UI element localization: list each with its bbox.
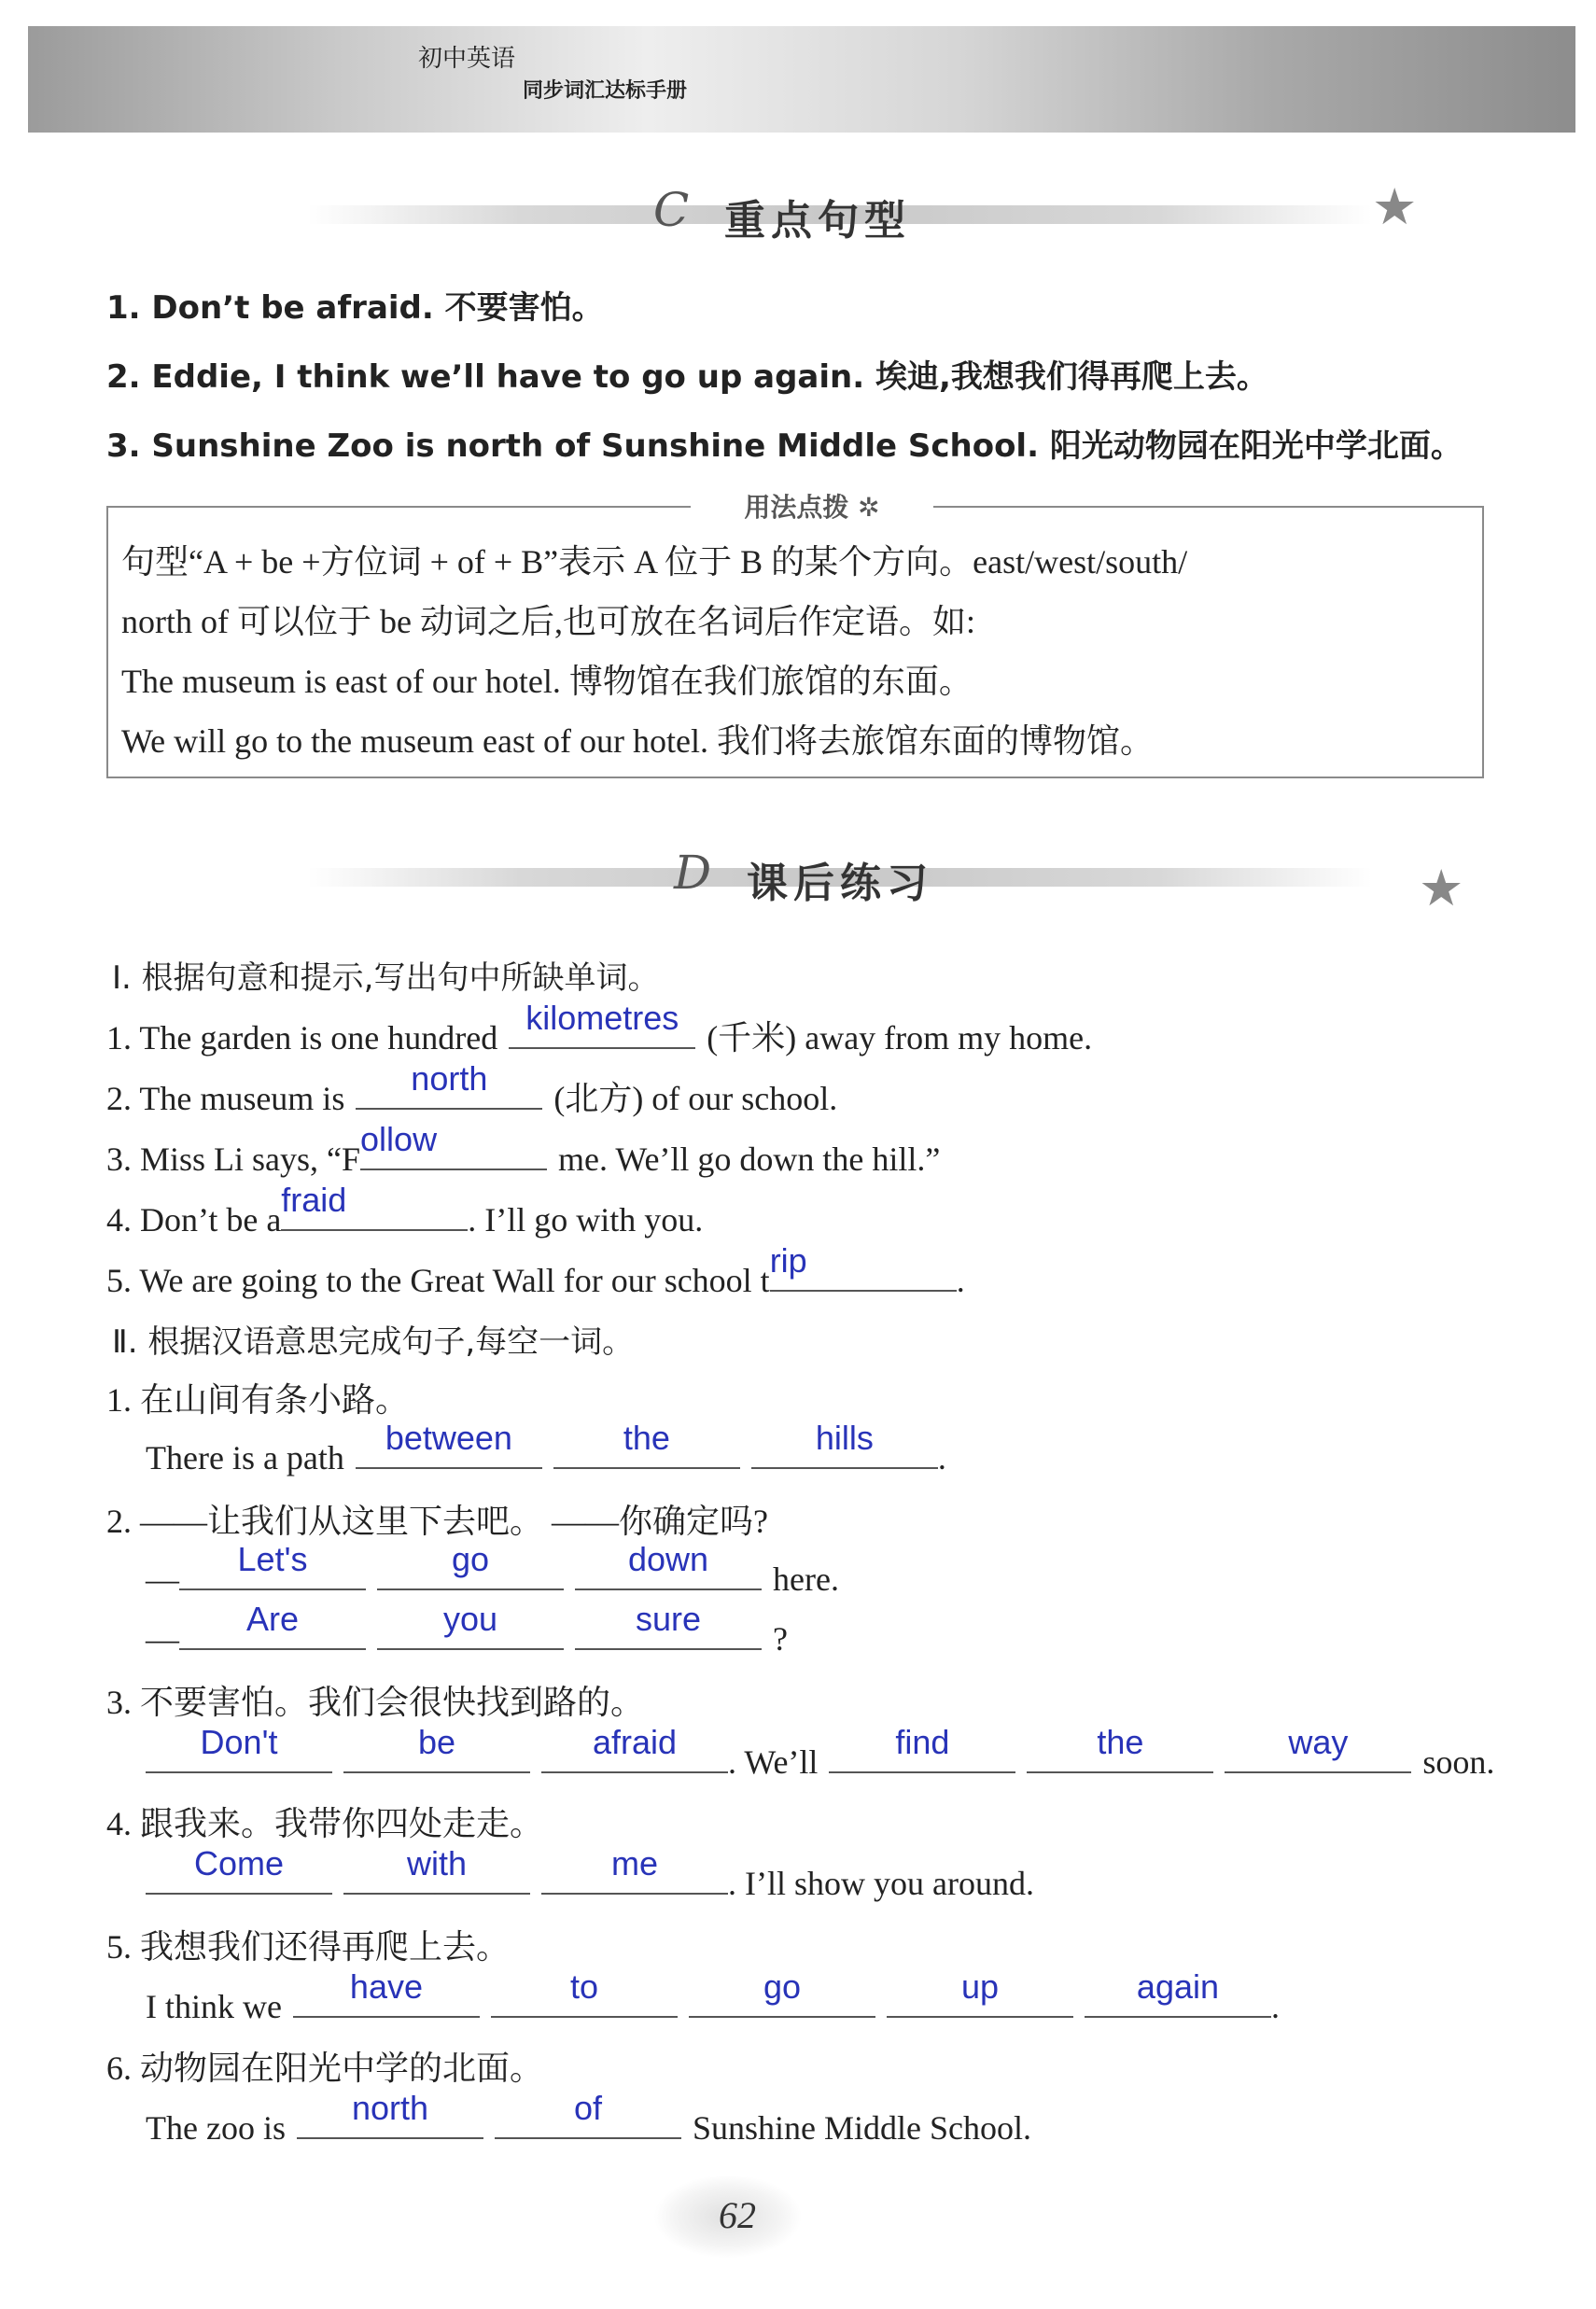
- answer-blank[interactable]: you: [377, 1609, 564, 1650]
- answer-blank[interactable]: again: [1085, 1977, 1271, 2018]
- header-book-title: 同步词汇达标手册: [523, 79, 688, 103]
- answer-blank[interactable]: Don't: [146, 1732, 332, 1773]
- answer-blank[interactable]: Let's: [179, 1549, 366, 1590]
- tip-line-3: The museum is east of our hotel. 博物馆在我们旅馆的东面。: [121, 663, 973, 700]
- part1-q3: 3. Miss Li says, “F ollow me. We’ll go down the hill.”: [106, 1120, 941, 1178]
- answer-blank[interactable]: be: [343, 1732, 530, 1773]
- section-c-letter: C: [653, 183, 690, 237]
- answer-blank[interactable]: ollow: [360, 1129, 547, 1170]
- answer-blank[interactable]: find: [829, 1732, 1015, 1773]
- answer-blank[interactable]: go: [689, 1977, 875, 2018]
- answer-blank[interactable]: up: [887, 1977, 1073, 2018]
- key-sentence-3: 3. Sunshine Zoo is north of Sunshine Middle School. 阳光动物园在阳光中学北面。: [106, 427, 1463, 465]
- part2-q2-chinese: 2. ——让我们从这里下去吧。 ——你确定吗?: [106, 1503, 768, 1540]
- part1-q5: 5. We are going to the Great Wall for our school t rip .: [106, 1241, 965, 1299]
- part2-q4-answer-line: Come with me . I’ll show you around.: [146, 1854, 1034, 1903]
- header-subject: 初中英语: [418, 45, 516, 73]
- key-sentence-2: 2. Eddie, I think we’ll have to go up again. 埃迪,我想我们得再爬上去。: [106, 358, 1268, 396]
- tip-line-2: north of 可以位于 be 动词之后,也可放在名词后作定语。如:: [121, 603, 975, 640]
- section-d-letter: D: [674, 846, 712, 900]
- section-c-title: 重点句型: [724, 197, 911, 245]
- part2-q6-answer-line: The zoo is north of Sunshine Middle School.: [146, 2089, 1031, 2147]
- answer-blank[interactable]: way: [1225, 1732, 1411, 1773]
- answer-blank[interactable]: Come: [146, 1854, 332, 1895]
- answer-blank[interactable]: between: [356, 1428, 542, 1469]
- answer-blank[interactable]: the: [1027, 1732, 1213, 1773]
- usage-tip-tag: 用法点拨 ✲: [691, 487, 933, 525]
- star-icon: ★: [1372, 179, 1418, 235]
- header-banner: [28, 26, 1575, 133]
- tip-line-4: We will go to the museum east of our hotel. 我们将去旅馆东面的博物馆。: [121, 722, 1154, 760]
- part2-heading: Ⅱ. 根据汉语意思完成句子,每空一词。: [112, 1323, 635, 1361]
- answer-blank[interactable]: me: [541, 1854, 728, 1895]
- tip-line-1: 句型“A + be +方位词 + of + B”表示 A 位于 B 的某个方向。east/west/south/: [121, 543, 1188, 581]
- part2-q3-answer-line: Don't be afraid . We’ll find the way soon.: [146, 1732, 1494, 1782]
- answer-blank[interactable]: north: [356, 1069, 542, 1110]
- star-icon: ★: [1419, 861, 1464, 917]
- answer-blank[interactable]: kilometres: [509, 1008, 695, 1049]
- part2-q2-line-1: — Let's go down here.: [146, 1540, 839, 1598]
- part2-q2-line-2: — Are you sure ?: [146, 1600, 788, 1658]
- key-sentence-1: 1. Don’t be afraid. 不要害怕。: [106, 289, 604, 327]
- page-number: 62: [719, 2194, 756, 2236]
- part2-q1-chinese: 1. 在山间有条小路。: [106, 1381, 410, 1419]
- part2-q5-answer-line: I think we have to go up again .: [146, 1967, 1280, 2025]
- part1-q2: 2. The museum is north (北方) of our school.: [106, 1059, 838, 1117]
- part2-q3-chinese: 3. 不要害怕。我们会很快找到路的。: [106, 1684, 645, 1721]
- answer-blank[interactable]: fraid: [281, 1190, 468, 1231]
- answer-blank[interactable]: have: [293, 1977, 480, 2018]
- part2-q1-answer-line: There is a path between the hills .: [146, 1419, 946, 1476]
- part2-q6-chinese: 6. 动物园在阳光中学的北面。: [106, 2050, 544, 2087]
- answer-blank[interactable]: go: [377, 1549, 564, 1590]
- answer-blank[interactable]: to: [491, 1977, 678, 2018]
- answer-blank[interactable]: afraid: [541, 1732, 728, 1773]
- answer-blank[interactable]: down: [575, 1549, 762, 1590]
- answer-blank[interactable]: rip: [770, 1251, 957, 1292]
- answer-blank[interactable]: with: [343, 1854, 530, 1895]
- answer-blank[interactable]: Are: [179, 1609, 366, 1650]
- part2-q5-chinese: 5. 我想我们还得再爬上去。: [106, 1928, 511, 1966]
- answer-blank[interactable]: north: [297, 2098, 483, 2139]
- answer-blank[interactable]: of: [495, 2098, 681, 2139]
- part2-q4-chinese: 4. 跟我来。我带你四处走走。: [106, 1805, 544, 1842]
- answer-blank[interactable]: hills: [751, 1428, 938, 1469]
- answer-blank[interactable]: sure: [575, 1609, 762, 1650]
- part1-q1: 1. The garden is one hundred kilometres (千米) away from my home.: [106, 999, 1093, 1057]
- part1-heading: Ⅰ. 根据句意和提示,写出句中所缺单词。: [112, 959, 660, 997]
- answer-blank[interactable]: the: [553, 1428, 740, 1469]
- section-d-title: 课后练习: [747, 860, 933, 907]
- part1-q4: 4. Don’t be a fraid . I’ll go with you.: [106, 1181, 704, 1238]
